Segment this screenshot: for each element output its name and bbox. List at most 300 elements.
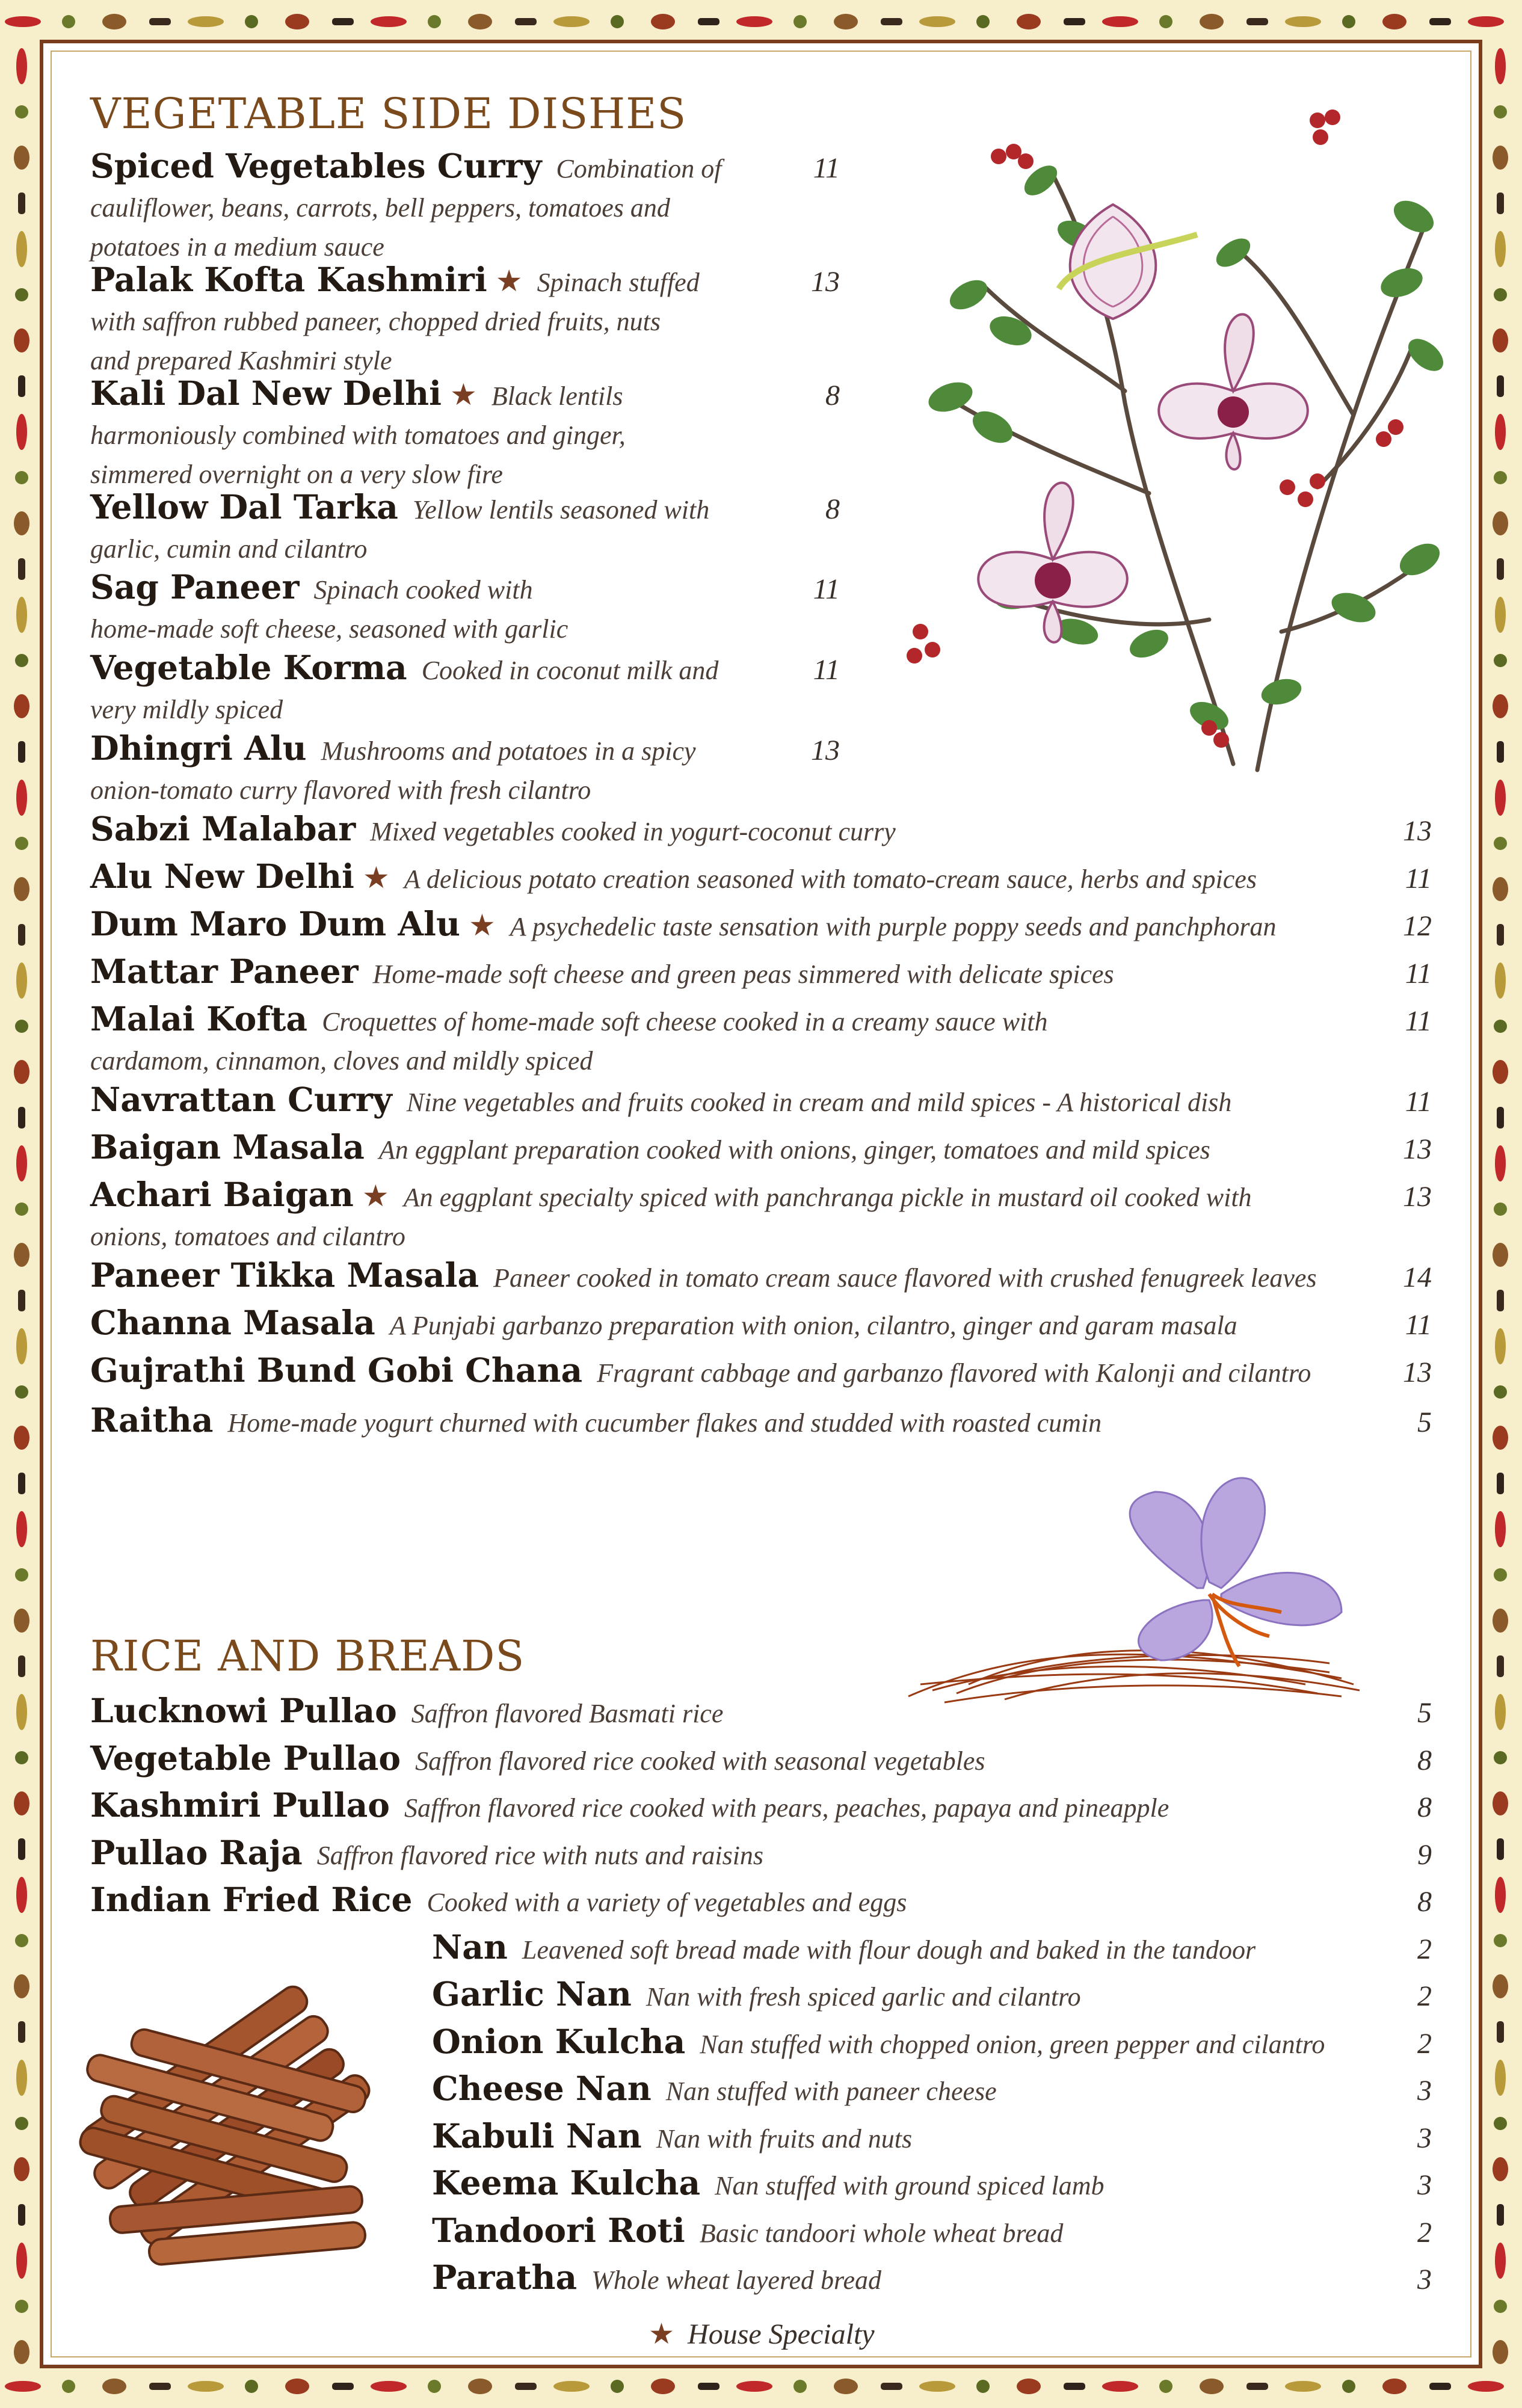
spice-ornament — [332, 2383, 354, 2390]
spice-ornament — [651, 2379, 675, 2394]
spice-ornament — [1200, 14, 1224, 29]
spice-ornament — [1494, 1385, 1507, 1399]
spice-ornament — [149, 18, 171, 25]
house-specialty-star-icon: ★ — [362, 1178, 389, 1213]
spice-ornament — [1342, 15, 1355, 28]
spice-ornament — [18, 1290, 25, 1311]
house-specialty-star-icon: ★ — [449, 377, 477, 412]
menu-item-name: Dum Maro Dum Alu — [90, 904, 460, 943]
menu-item — [90, 374, 626, 497]
spice-ornament — [1493, 1609, 1508, 1633]
spice-ornament — [834, 2379, 858, 2394]
spice-ornament — [15, 654, 28, 667]
menu-item-description-continued — [90, 419, 626, 458]
spice-ornament — [16, 780, 27, 816]
menu-item-description: potatoes in a medium sauce — [90, 232, 384, 262]
spice-ornament — [1382, 2379, 1406, 2394]
menu-item-description: Saffron flavored rice cooked with seasonal vegetables — [415, 1746, 985, 1776]
spice-ornament — [1497, 924, 1504, 946]
menu-item-description: An eggplant preparation cooked with onions, ginger, tomatoes and mild spices — [378, 1135, 1210, 1165]
menu-item-description-continued — [90, 693, 718, 732]
spice-ornament — [14, 1243, 29, 1267]
spice-ornament — [1493, 328, 1508, 353]
spice-ornament — [15, 105, 28, 119]
spice-ornament — [14, 511, 29, 535]
menu-item-name: Paratha — [432, 2258, 578, 2297]
menu-item-name: Palak Kofta Kashmiri — [90, 260, 487, 299]
menu-item-name: Mattar Paneer — [90, 952, 359, 991]
menu-item-name: Kabuli Nan — [432, 2116, 642, 2155]
menu-item-name: Kali Dal New Delhi — [90, 374, 442, 413]
menu-item — [432, 1927, 1256, 1972]
spice-ornament — [1497, 375, 1504, 397]
spice-ornament — [793, 2380, 807, 2393]
spice-ornament — [1246, 2383, 1268, 2390]
spice-ornament — [1493, 1791, 1508, 1815]
spice-ornament — [553, 16, 590, 27]
menu-item-price: 3 — [1417, 2169, 1432, 2201]
spice-ornament — [14, 146, 29, 170]
menu-item-price: 11 — [813, 573, 840, 605]
menu-item-name: Achari Baigan — [90, 1175, 354, 1214]
menu-item-description: Spinach stuffed — [537, 268, 700, 297]
menu-item-price: 8 — [1417, 1791, 1432, 1823]
menu-item-price: 2 — [1417, 1933, 1432, 1965]
spice-ornament — [14, 694, 29, 718]
menu-item — [90, 1080, 1232, 1125]
spice-ornament — [371, 16, 407, 27]
menu-item-description: onion-tomato curry flavored with fresh cilantro — [90, 775, 591, 805]
menu-item-description: home-made soft cheese, seasoned with garlic — [90, 614, 568, 644]
menu-item — [90, 1880, 907, 1925]
menu-item-description: Cooked in coconut milk and — [421, 656, 719, 685]
menu-item-description: Nan with fruits and nuts — [656, 2124, 913, 2154]
menu-item-price: 8 — [1417, 1744, 1432, 1776]
menu-item — [90, 1691, 724, 1736]
menu-item-name: Pullao Raja — [90, 1833, 303, 1872]
menu-item-description-continued — [90, 1220, 1252, 1259]
menu-item — [90, 1350, 1311, 1396]
menu-item-line — [90, 809, 896, 854]
spice-ornament — [611, 15, 624, 28]
spice-ornament — [1102, 16, 1138, 27]
spice-ornament — [18, 1655, 25, 1677]
menu-item-line — [90, 728, 696, 774]
menu-item-line — [90, 1400, 1102, 1446]
menu-item-description: Saffron flavored rice with nuts and raisins — [316, 1841, 764, 1870]
spice-ornament — [1494, 471, 1507, 484]
spice-ornament — [428, 2380, 441, 2393]
spice-ornament — [881, 2383, 902, 2390]
menu-item-line — [90, 1175, 1252, 1220]
menu-item — [90, 146, 722, 269]
spice-ornament — [1494, 1202, 1507, 1216]
spice-ornament — [1495, 2243, 1506, 2279]
spice-ornament — [1494, 2300, 1507, 2313]
menu-item-price: 11 — [813, 152, 840, 184]
menu-item-price: 8 — [825, 380, 840, 411]
spice-ornament — [15, 288, 28, 301]
spice-ornament — [1494, 288, 1507, 301]
spice-ornament — [102, 14, 126, 29]
menu-item-name: Garlic Nan — [432, 1974, 632, 2013]
spice-ornament — [1493, 1974, 1508, 1998]
menu-item — [432, 2116, 913, 2161]
menu-item-name: Navrattan Curry — [90, 1080, 392, 1119]
spice-ornament — [1493, 146, 1508, 170]
spice-ornament — [1246, 18, 1268, 25]
spice-ornament — [18, 924, 25, 946]
spice-ornament — [14, 328, 29, 353]
spice-ornament — [14, 877, 29, 901]
spice-ornament — [1159, 15, 1172, 28]
spice-ornament — [1497, 2021, 1504, 2043]
menu-item-name: Cheese Nan — [432, 2069, 652, 2108]
menu-item-description: Mixed vegetables cooked in yogurt-coconut curry — [370, 817, 896, 846]
menu-item-description: Spinach cooked with — [313, 575, 533, 605]
menu-item — [90, 904, 1277, 949]
menu-item-price: 2 — [1417, 1980, 1432, 2012]
menu-item — [432, 2069, 997, 2114]
spice-ornament — [1494, 1934, 1507, 1947]
spice-ornament — [919, 2381, 955, 2392]
spice-ornament — [62, 2380, 75, 2393]
menu-item — [90, 1833, 764, 1878]
spice-ornament — [881, 18, 902, 25]
menu-item-price: 3 — [1417, 2122, 1432, 2154]
menu-item-description-continued — [90, 1044, 1048, 1083]
menu-item-description: Saffron flavored rice cooked with pears, peaches, papaya and pineapple — [404, 1793, 1169, 1823]
spice-border-right — [1479, 43, 1522, 2365]
menu-item-line — [90, 487, 710, 532]
spice-ornament — [793, 15, 807, 28]
spice-ornament — [245, 15, 258, 28]
spice-ornament — [736, 2381, 772, 2392]
menu-item-line — [90, 1303, 1237, 1348]
menu-item-description: and prepared Kashmiri style — [90, 346, 392, 375]
spice-ornament — [1468, 2381, 1504, 2392]
spice-ornament — [15, 1751, 28, 1764]
menu-item-description: Home-made soft cheese and green peas simmered with delicate spices — [372, 959, 1114, 989]
spice-ornament — [1497, 741, 1504, 763]
spice-border-left — [0, 43, 43, 2365]
menu-item-name: Onion Kulcha — [432, 2022, 686, 2061]
spice-ornament — [736, 16, 772, 27]
spice-ornament — [1495, 1694, 1506, 1730]
menu-item-description: Nan stuffed with ground spiced lamb — [715, 2171, 1105, 2200]
spice-ornament — [1494, 1751, 1507, 1764]
spice-ornament — [1017, 14, 1041, 29]
menu-item-description: cardamom, cinnamon, cloves and mildly spiced — [90, 1046, 593, 1076]
spice-ornament — [16, 48, 27, 84]
menu-item-description: Nine vegetables and fruits cooked in cream and mild spices - A historical dish — [406, 1088, 1232, 1117]
menu-item — [432, 2258, 882, 2303]
menu-item-description: garlic, cumin and cilantro — [90, 534, 368, 564]
spice-ornament — [1495, 962, 1506, 999]
menu-item — [432, 2022, 1325, 2067]
menu-item-description: harmoniously combined with tomatoes and ginger, — [90, 420, 626, 450]
menu-item-description-continued — [90, 532, 709, 571]
spice-ornament — [1494, 105, 1507, 119]
spice-ornament — [16, 414, 27, 450]
spice-ornament — [1495, 1877, 1506, 1913]
menu-item-price: 11 — [1405, 863, 1432, 895]
spice-ornament — [1497, 1838, 1504, 1860]
spice-ornament — [15, 1568, 28, 1581]
menu-item-price: 12 — [1403, 910, 1432, 942]
spice-ornament — [18, 2204, 25, 2226]
section-title-vegetable-side-dishes: VEGETABLE SIDE DISHES — [90, 89, 687, 138]
spice-ornament — [1493, 1426, 1508, 1450]
menu-item-description: An eggplant specialty spiced with panchranga pickle in mustard oil cooked with — [403, 1183, 1252, 1212]
spice-ornament — [1495, 597, 1506, 633]
menu-item-price: 3 — [1417, 2075, 1432, 2107]
menu-item-line — [90, 952, 1114, 997]
cinnamon-sticks-illustration — [66, 1955, 415, 2292]
spice-ornament — [1494, 1020, 1507, 1033]
menu-item-price: 2 — [1417, 2217, 1432, 2249]
spice-border-top — [0, 0, 1522, 43]
spice-ornament — [1495, 231, 1506, 267]
menu-item-description: A delicious potato creation seasoned with tomato-cream sauce, herbs and spices — [404, 864, 1257, 894]
menu-item-line — [90, 1833, 764, 1878]
spice-ornament — [1493, 1243, 1508, 1267]
menu-item-line — [90, 1785, 1169, 1831]
menu-item-description: very mildly spiced — [90, 695, 283, 724]
spice-ornament — [15, 837, 28, 850]
menu-item — [90, 1400, 1102, 1446]
menu-item — [432, 1974, 1081, 2019]
menu-item-price: 13 — [1403, 1181, 1432, 1213]
spice-ornament — [698, 18, 719, 25]
menu-item — [90, 1255, 1317, 1301]
menu-item — [432, 2163, 1105, 2208]
menu-item-price: 8 — [825, 493, 840, 525]
menu-item-price: 13 — [1403, 815, 1432, 847]
menu-item-line — [90, 904, 1277, 949]
menu-item-line — [90, 1350, 1311, 1396]
spice-ornament — [102, 2379, 126, 2394]
menu-item-description: Yellow lentils seasoned with — [412, 495, 710, 525]
menu-item-name: Raitha — [90, 1400, 214, 1440]
spice-ornament — [245, 2380, 258, 2393]
menu-item-name: Gujrathi Bund Gobi Chana — [90, 1350, 583, 1390]
spice-ornament — [1495, 780, 1506, 816]
spice-ornament — [15, 1202, 28, 1216]
menu-item-price: 11 — [813, 654, 840, 686]
spice-ornament — [1382, 14, 1406, 29]
menu-item-line — [90, 260, 700, 305]
menu-item-name: Malai Kofta — [90, 999, 308, 1038]
legend-label: House Specialty — [688, 2318, 875, 2350]
menu-item-line — [90, 999, 1048, 1044]
menu-item-name: Sabzi Malabar — [90, 809, 356, 848]
house-specialty-star-icon: ★ — [495, 263, 523, 298]
menu-item-price: 13 — [1403, 1133, 1432, 1165]
spice-ornament — [15, 2300, 28, 2313]
spice-ornament — [18, 558, 25, 580]
menu-item-description: Combination of — [556, 154, 722, 183]
menu-item-line — [90, 1691, 724, 1736]
menu-item-name: Alu New Delhi — [90, 857, 354, 896]
spice-ornament — [1285, 16, 1321, 27]
spice-border-bottom — [0, 2365, 1522, 2408]
menu-item-line — [432, 2258, 882, 2303]
spice-ornament — [1064, 2383, 1085, 2390]
spice-ornament — [16, 597, 27, 633]
menu-item-description: Home-made yogurt churned with cucumber flakes and studded with roasted cumin — [227, 1408, 1102, 1438]
spice-ornament — [5, 16, 41, 27]
spice-ornament — [188, 16, 224, 27]
spice-ornament — [16, 1328, 27, 1364]
spice-ornament — [16, 2243, 27, 2279]
menu-item-price: 13 — [1403, 1356, 1432, 1388]
menu-item-price: 9 — [1417, 1839, 1432, 1871]
spice-ornament — [14, 1609, 29, 1633]
menu-item-description: Mushrooms and potatoes in a spicy — [321, 736, 696, 766]
spice-ornament — [1497, 558, 1504, 580]
spice-ornament — [18, 192, 25, 214]
menu-item-description: Croquettes of home-made soft cheese cooked in a creamy sauce with — [322, 1007, 1048, 1036]
house-specialty-star-icon: ★ — [362, 860, 390, 895]
spice-ornament — [1494, 1568, 1507, 1581]
menu-item-description: Nan with fresh spiced garlic and cilantro — [645, 1982, 1081, 2012]
menu-item-description: Fragrant cabbage and garbanzo flavored with Kalonji and cilantro — [597, 1358, 1311, 1388]
spice-ornament — [371, 2381, 407, 2392]
menu-item-description: simmered overnight on a very slow fire — [90, 460, 503, 489]
menu-item-description: Paneer cooked in tomato cream sauce flavored with crushed fenugreek leaves — [493, 1263, 1317, 1293]
spice-ornament — [1495, 48, 1506, 84]
menu-item-description-continued — [90, 774, 696, 813]
onion-flower-illustration — [896, 102, 1450, 788]
saffron-crocus-illustration — [884, 1456, 1378, 1720]
menu-item-description-continued — [90, 612, 568, 651]
menu-item — [90, 809, 896, 854]
menu-item — [90, 1303, 1237, 1348]
spice-ornament — [16, 1511, 27, 1547]
menu-item-description: Basic tandoori whole wheat bread — [699, 2219, 1064, 2248]
menu-item-price: 11 — [1405, 1005, 1432, 1037]
spice-ornament — [62, 15, 75, 28]
spice-ornament — [1495, 414, 1506, 450]
spice-ornament — [14, 2157, 29, 2181]
spice-ornament — [1497, 2204, 1504, 2226]
menu-item — [90, 1738, 985, 1784]
menu-item-description: Cooked with a variety of vegetables and eggs — [427, 1888, 907, 1917]
spice-ornament — [1495, 1145, 1506, 1181]
menu-item-description: with saffron rubbed paneer, chopped dried fruits, nuts — [90, 307, 661, 336]
menu-item — [432, 2211, 1064, 2256]
spice-ornament — [14, 2340, 29, 2364]
spice-ornament — [14, 1791, 29, 1815]
spice-ornament — [919, 16, 955, 27]
menu-item-description: Black lentils — [491, 381, 623, 411]
menu-item-line — [432, 2211, 1064, 2256]
spice-ornament — [428, 15, 441, 28]
menu-item-line — [90, 857, 1257, 902]
spice-ornament — [1497, 1655, 1504, 1677]
menu-item — [90, 952, 1114, 997]
spice-ornament — [1342, 2380, 1355, 2393]
menu-item-name: Kashmiri Pullao — [90, 1785, 390, 1824]
menu-item-name: Vegetable Pullao — [90, 1738, 401, 1778]
spice-ornament — [611, 2380, 624, 2393]
spice-ornament — [834, 14, 858, 29]
menu-item-description: Whole wheat layered bread — [591, 2265, 882, 2295]
menu-item — [90, 728, 696, 813]
spice-ornament — [976, 15, 990, 28]
menu-item-description: Leavened soft bread made with flour dough and baked in the tandoor — [522, 1935, 1256, 1965]
spice-ornament — [18, 1473, 25, 1494]
spice-ornament — [16, 1694, 27, 1730]
spice-ornament — [15, 2117, 28, 2130]
menu-item-description-continued — [90, 305, 700, 344]
menu-item-price: 14 — [1403, 1261, 1432, 1293]
spice-ornament — [1495, 1511, 1506, 1547]
menu-item-name: Channa Masala — [90, 1303, 375, 1342]
spice-ornament — [16, 2060, 27, 2096]
menu-item-line — [90, 567, 568, 612]
spice-ornament — [1468, 16, 1504, 27]
menu-item — [90, 567, 568, 651]
spice-ornament — [5, 2381, 41, 2392]
spice-ornament — [1429, 2383, 1451, 2390]
menu-item-description: cauliflower, beans, carrots, bell peppers, tomatoes and — [90, 193, 670, 223]
menu-item-price: 11 — [1405, 1086, 1432, 1118]
menu-item-line — [432, 2116, 913, 2161]
spice-ornament — [553, 2381, 590, 2392]
menu-item-price: 5 — [1417, 1697, 1432, 1729]
menu-item — [90, 1175, 1252, 1259]
menu-item-line — [432, 1974, 1081, 2019]
spice-ornament — [1493, 877, 1508, 901]
menu-item-line — [90, 1880, 907, 1925]
spice-ornament — [1429, 18, 1451, 25]
house-specialty-star-icon: ★ — [468, 908, 496, 943]
menu-item-price: 11 — [1405, 1309, 1432, 1341]
spice-ornament — [1494, 837, 1507, 850]
spice-ornament — [15, 471, 28, 484]
spice-ornament — [1495, 1328, 1506, 1364]
spice-ornament — [1497, 1473, 1504, 1494]
spice-ornament — [332, 18, 354, 25]
menu-item — [90, 857, 1257, 902]
menu-item-price: 13 — [811, 734, 840, 766]
spice-ornament — [16, 962, 27, 999]
menu-item — [90, 1127, 1210, 1172]
menu-item-name: Dhingri Alu — [90, 728, 307, 768]
menu-item-line — [90, 1255, 1317, 1301]
menu-item — [90, 260, 700, 383]
menu-item-line — [90, 648, 719, 693]
spice-ornament — [1285, 2381, 1321, 2392]
spice-ornament — [1493, 694, 1508, 718]
spice-ornament — [1494, 654, 1507, 667]
menu-item-name: Keema Kulcha — [432, 2163, 701, 2202]
spice-ornament — [1497, 192, 1504, 214]
spice-ornament — [1495, 2060, 1506, 2096]
menu-item-line — [90, 1127, 1210, 1172]
spice-ornament — [18, 1838, 25, 1860]
menu-item-name: Lucknowi Pullao — [90, 1691, 397, 1730]
spice-ornament — [515, 2383, 537, 2390]
spice-ornament — [1494, 2117, 1507, 2130]
menu-item-line — [432, 1927, 1256, 1972]
menu-item-description-continued — [90, 191, 721, 230]
spice-ornament — [515, 18, 537, 25]
spice-ornament — [188, 2381, 224, 2392]
menu-item-name: Sag Paneer — [90, 567, 300, 606]
